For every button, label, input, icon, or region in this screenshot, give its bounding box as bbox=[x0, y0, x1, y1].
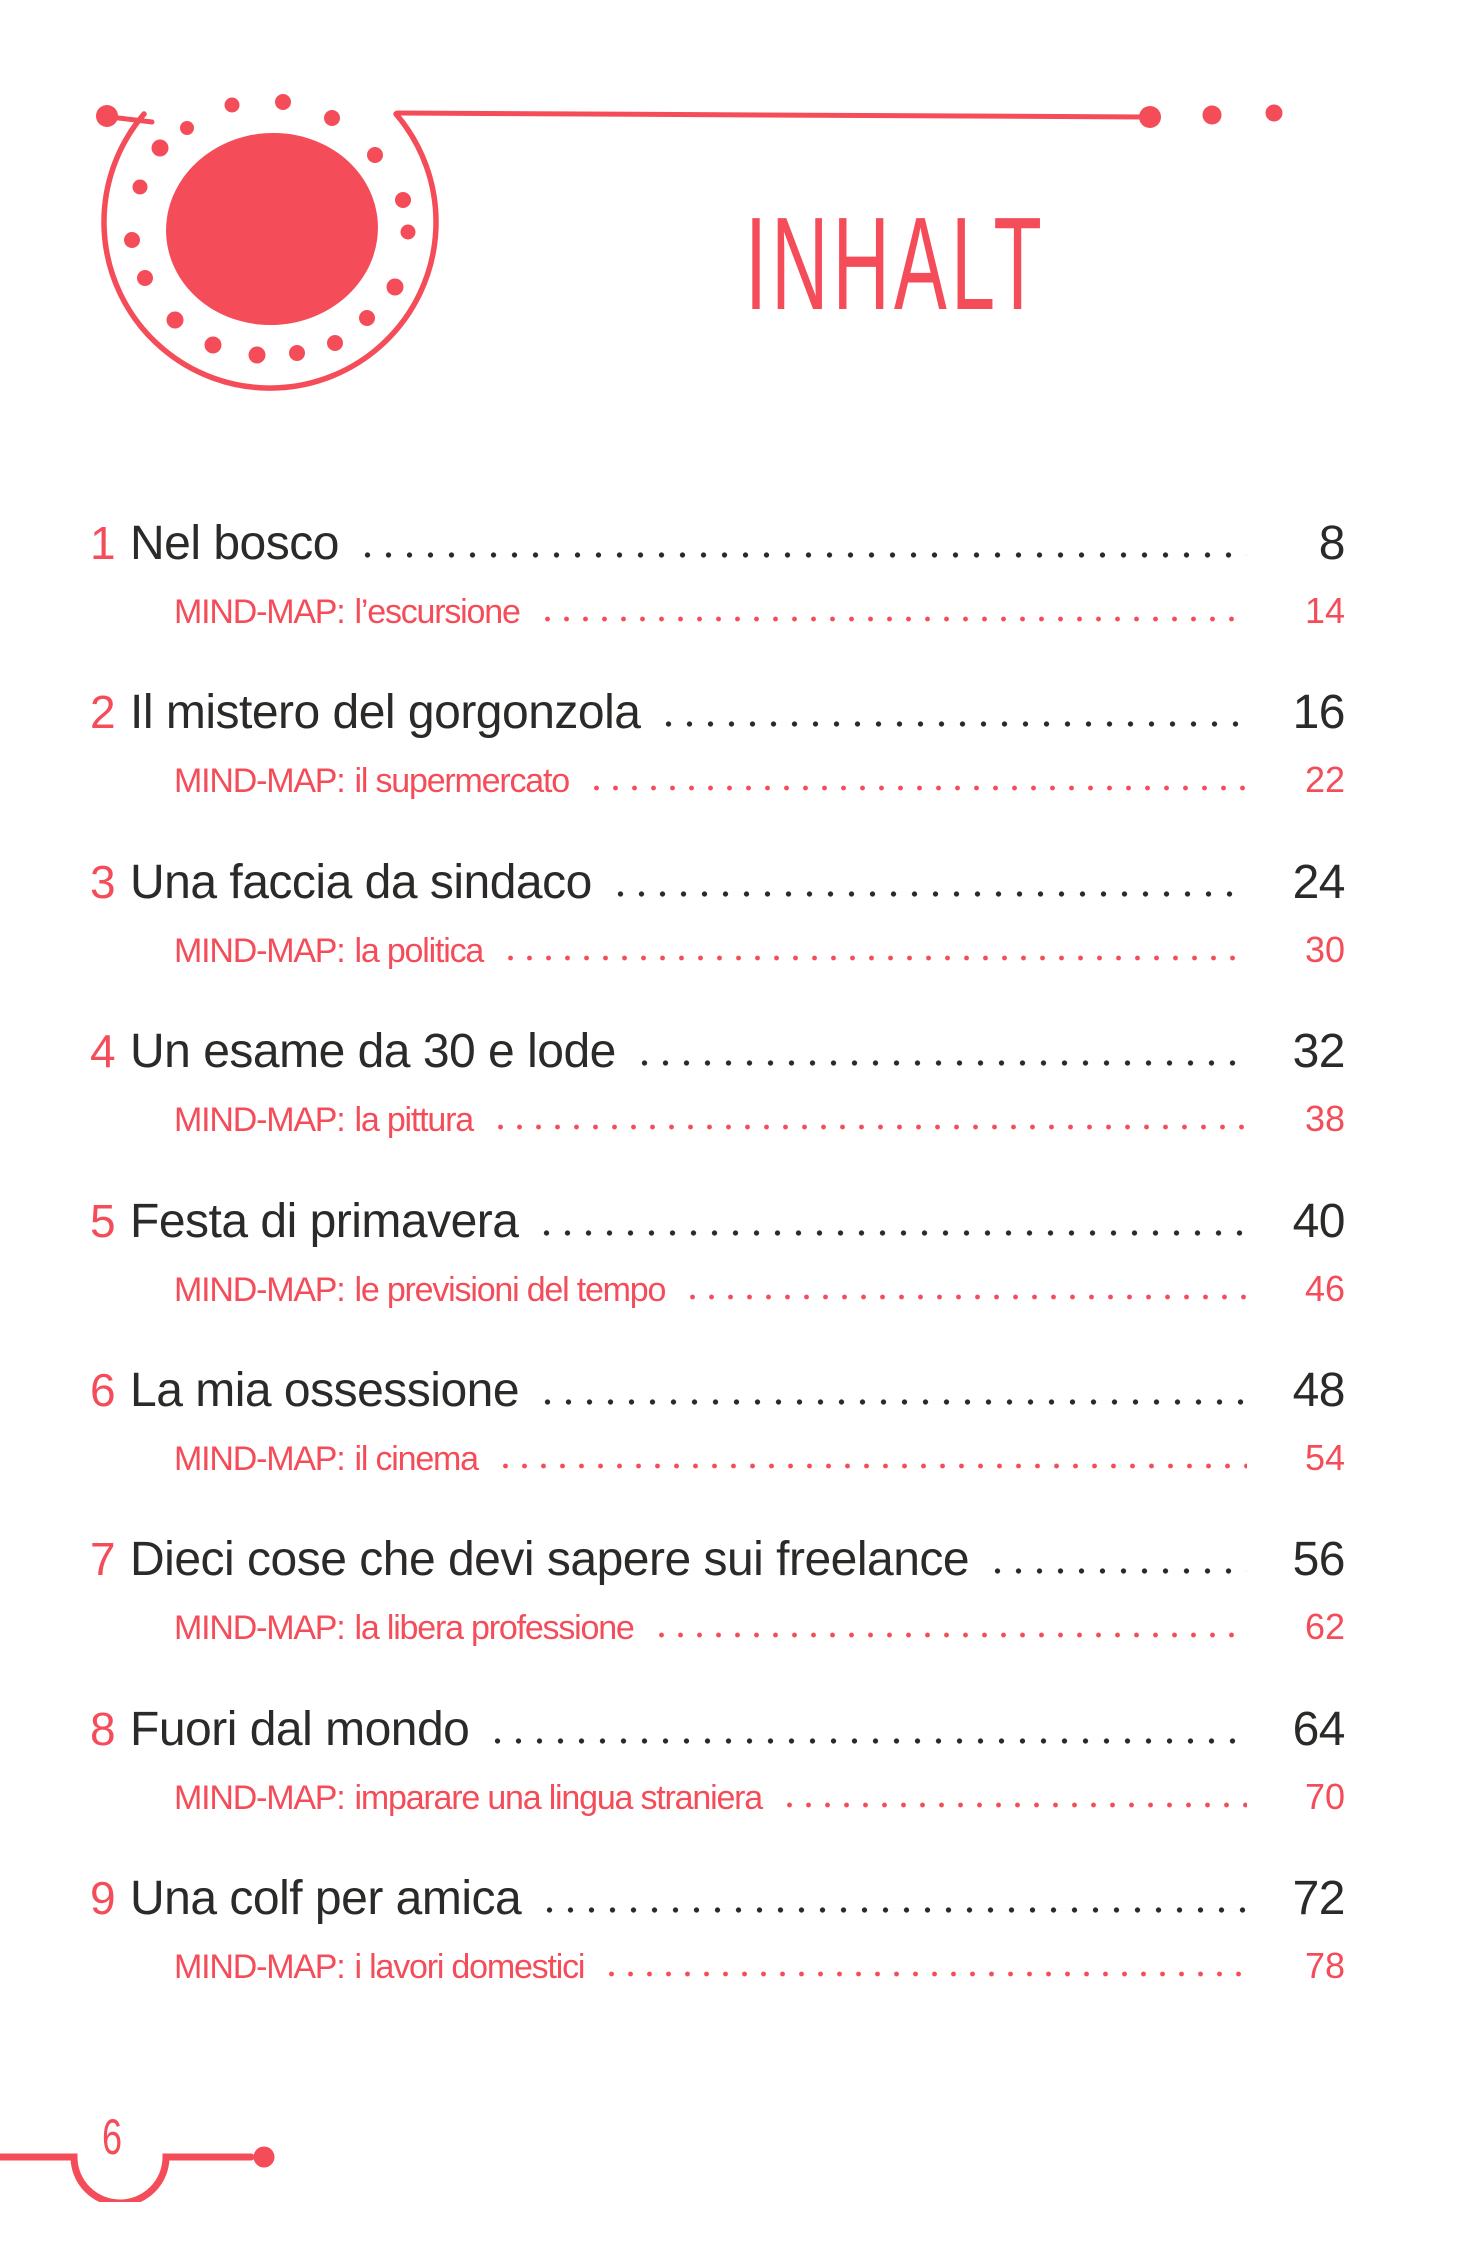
dot-leader bbox=[987, 1567, 1247, 1575]
mindmap-topic: l’escursione bbox=[354, 593, 520, 631]
dot-leader bbox=[634, 1059, 1247, 1067]
mindmap-topic: imparare una lingua straniera bbox=[354, 1778, 762, 1817]
mindmap-page-number: 62 bbox=[1304, 1606, 1345, 1648]
table-of-contents bbox=[0, 512, 1477, 2037]
chapter-title: Una faccia da sindaco bbox=[130, 855, 592, 909]
footer-rule bbox=[0, 2157, 251, 2202]
chapter-title: La mia ossessione bbox=[130, 1363, 520, 1417]
mindmap-topic: i lavori domestici bbox=[354, 1948, 585, 1987]
mindmap-topic: il cinema bbox=[354, 1439, 478, 1478]
chapter-row bbox=[70, 1528, 1345, 1590]
mindmap-label: MIND-MAP: bbox=[174, 1778, 345, 1817]
chapter-number: 6 bbox=[90, 1363, 116, 1416]
mindmap-label: MIND-MAP: bbox=[174, 1439, 345, 1478]
toc-entry bbox=[70, 1190, 1345, 1359]
mindmap-page-number: 14 bbox=[1304, 590, 1345, 631]
dot-leader-red bbox=[683, 1293, 1247, 1301]
decorative-circle-logo bbox=[0, 0, 1310, 420]
chapter-title: Il mistero del gorgonzola bbox=[130, 686, 641, 740]
mindmap-row bbox=[174, 1943, 1345, 1989]
mindmap-label: MIND-MAP: bbox=[174, 1948, 345, 1987]
chapter-number: 8 bbox=[90, 1702, 116, 1755]
page-title: INHALT bbox=[745, 190, 1046, 337]
mindmap-label: MIND-MAP: bbox=[174, 1270, 345, 1309]
chapter-page-number: 72 bbox=[1292, 1872, 1345, 1926]
chapter-row bbox=[70, 1698, 1345, 1760]
chapter-row bbox=[70, 681, 1345, 743]
mindmap-label: MIND-MAP: bbox=[174, 593, 345, 631]
mindmap-label: MIND-MAP: bbox=[174, 762, 345, 801]
mindmap-label: MIND-MAP: bbox=[174, 931, 345, 970]
chapter-row bbox=[70, 1867, 1345, 1929]
mindmap-row bbox=[174, 1435, 1345, 1481]
mindmap-page-number: 78 bbox=[1304, 1945, 1345, 1987]
chapter-page-number: 8 bbox=[1318, 517, 1345, 570]
toc-entry bbox=[70, 1528, 1345, 1697]
dot-leader-red bbox=[602, 1970, 1247, 1978]
mindmap-row bbox=[174, 1774, 1345, 1820]
chapter-page-number: 16 bbox=[1292, 686, 1345, 740]
chapter-title: Fuori dal mondo bbox=[130, 1702, 470, 1756]
dot-leader-red bbox=[491, 1123, 1247, 1131]
chapter-row bbox=[70, 1020, 1345, 1082]
chapter-title: Una colf per amica bbox=[130, 1872, 522, 1926]
mindmap-page-number: 38 bbox=[1304, 1098, 1345, 1140]
dot-leader-red bbox=[496, 1462, 1247, 1470]
dot-leader-red bbox=[780, 1801, 1247, 1809]
mindmap-topic: la libera professione bbox=[354, 1609, 634, 1648]
mindmap-row bbox=[174, 588, 1345, 634]
mindmap-page-number: 30 bbox=[1304, 928, 1345, 970]
chapter-page-number: 24 bbox=[1292, 855, 1345, 909]
mindmap-row bbox=[174, 1604, 1345, 1650]
dot-leader bbox=[537, 1398, 1247, 1406]
mindmap-topic: la pittura bbox=[354, 1101, 473, 1140]
footer-rule-end-dot bbox=[254, 2147, 275, 2168]
toc-entry bbox=[70, 681, 1345, 850]
chapter-number: 2 bbox=[90, 686, 116, 739]
chapter-page-number: 40 bbox=[1292, 1194, 1345, 1248]
toc-entry bbox=[70, 1020, 1345, 1189]
mindmap-page-number: 46 bbox=[1304, 1267, 1345, 1309]
logo-filled-circle bbox=[160, 126, 385, 332]
dot-leader bbox=[357, 551, 1247, 559]
header-extra-dot-1 bbox=[1203, 106, 1222, 125]
mindmap-page-number: 22 bbox=[1304, 759, 1345, 801]
chapter-number: 4 bbox=[90, 1025, 116, 1078]
dot-leader bbox=[610, 890, 1247, 898]
mindmap-topic: le previsioni del tempo bbox=[354, 1270, 666, 1309]
header-rule-end-dot bbox=[1139, 106, 1161, 128]
chapter-page-number: 32 bbox=[1292, 1025, 1345, 1079]
mindmap-row bbox=[174, 1266, 1345, 1312]
mindmap-row bbox=[174, 1096, 1345, 1142]
chapter-row bbox=[70, 512, 1345, 574]
toc-entry bbox=[70, 851, 1345, 1020]
chapter-title: Un esame da 30 e lode bbox=[130, 1025, 616, 1079]
dot-leader-red bbox=[652, 1631, 1247, 1639]
dot-leader-red bbox=[501, 954, 1247, 962]
chapter-row bbox=[70, 1359, 1345, 1421]
dot-leader-red bbox=[587, 784, 1247, 792]
mindmap-page-number: 70 bbox=[1304, 1775, 1345, 1817]
chapter-number: 9 bbox=[90, 1872, 116, 1925]
mindmap-row bbox=[174, 757, 1345, 803]
header-rule bbox=[397, 113, 1148, 117]
dot-leader bbox=[658, 720, 1247, 728]
chapter-number: 1 bbox=[90, 517, 116, 569]
toc-entry bbox=[70, 512, 1345, 681]
chapter-number: 3 bbox=[90, 855, 116, 908]
dot-leader bbox=[539, 1906, 1247, 1914]
chapter-row bbox=[70, 851, 1345, 913]
footer-decoration bbox=[0, 2109, 300, 2202]
dot-leader bbox=[487, 1737, 1247, 1745]
chapter-row bbox=[70, 1190, 1345, 1252]
mindmap-page-number: 54 bbox=[1304, 1436, 1345, 1478]
mindmap-topic: il supermercato bbox=[354, 762, 569, 801]
mindmap-label: MIND-MAP: bbox=[174, 1609, 345, 1648]
mindmap-topic: la politica bbox=[354, 931, 484, 970]
dot-leader-red bbox=[538, 615, 1247, 623]
chapter-number: 7 bbox=[90, 1533, 116, 1586]
chapter-page-number: 48 bbox=[1292, 1363, 1345, 1417]
mindmap-label: MIND-MAP: bbox=[174, 1101, 345, 1140]
chapter-page-number: 64 bbox=[1292, 1702, 1345, 1756]
dot-leader bbox=[536, 1229, 1247, 1237]
toc-entry bbox=[70, 1867, 1345, 2036]
chapter-title: Nel bosco bbox=[130, 517, 339, 570]
toc-entry bbox=[70, 1698, 1345, 1867]
header-extra-dot-2 bbox=[1266, 105, 1283, 122]
toc-entry bbox=[70, 1359, 1345, 1528]
folio-page-number: 6 bbox=[102, 2109, 123, 2165]
logo-left-tip-dot bbox=[96, 105, 118, 127]
chapter-page-number: 56 bbox=[1292, 1533, 1345, 1587]
mindmap-row bbox=[174, 927, 1345, 973]
chapter-title: Festa di primavera bbox=[130, 1194, 519, 1248]
chapter-title: Dieci cose che devi sapere sui freelance bbox=[130, 1533, 970, 1587]
chapter-number: 5 bbox=[90, 1194, 116, 1247]
